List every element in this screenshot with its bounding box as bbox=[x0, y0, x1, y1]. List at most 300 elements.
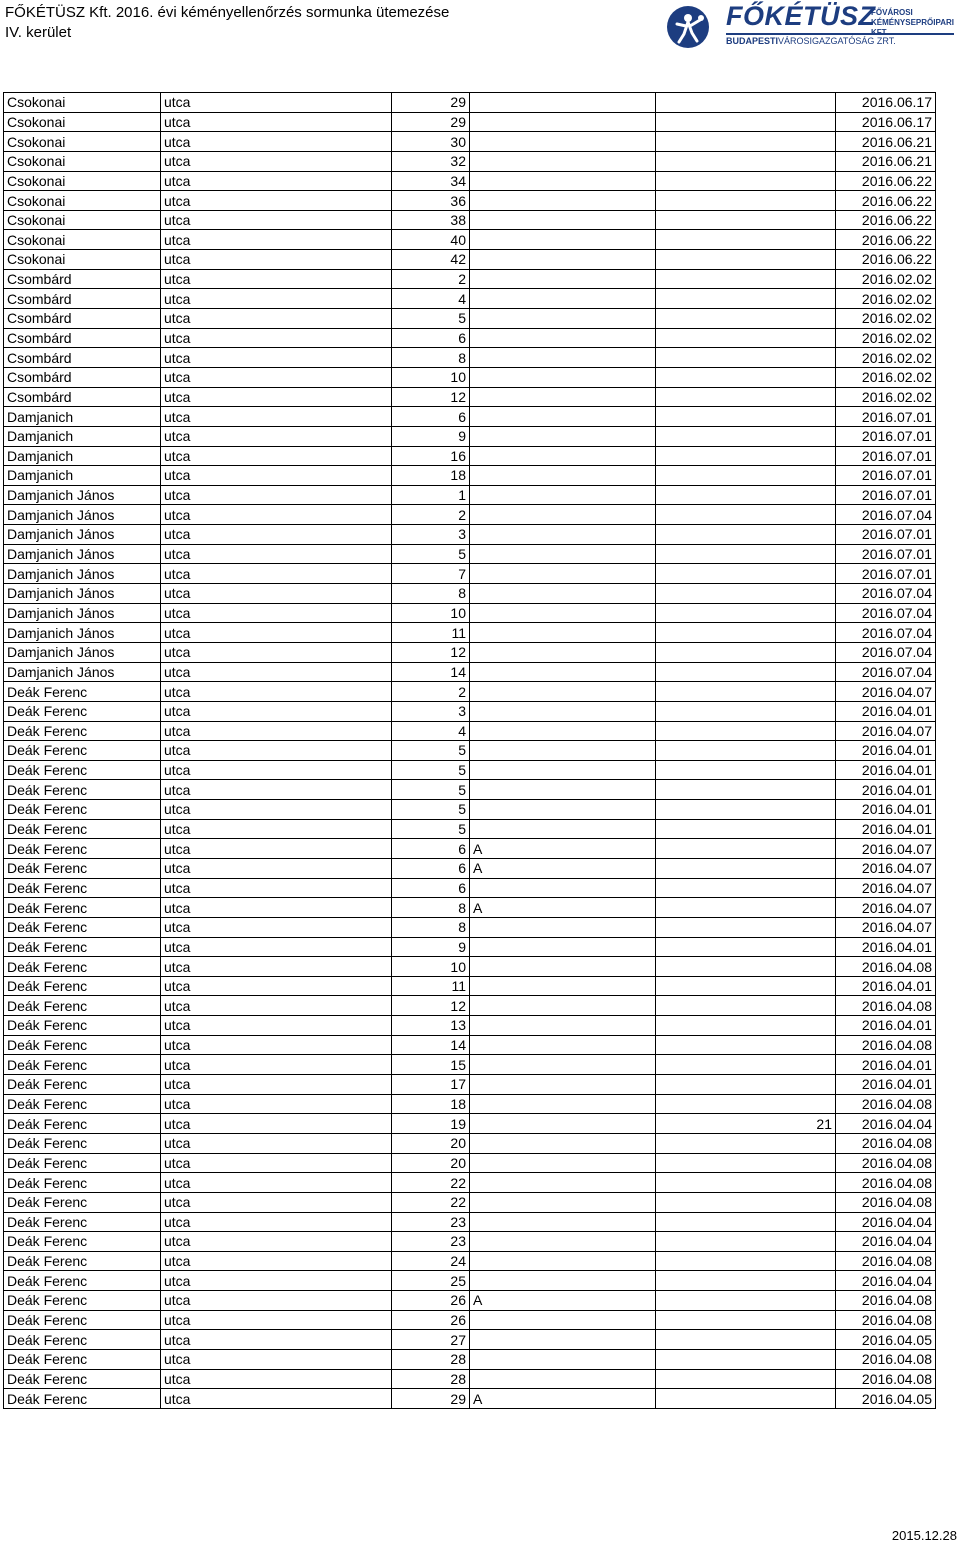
extra-number-cell bbox=[656, 309, 836, 329]
logo-subtitle-bold: BUDAPESTI bbox=[726, 36, 779, 46]
street-name-cell: Deák Ferenc bbox=[4, 1094, 161, 1114]
extra-number-cell bbox=[656, 171, 836, 191]
date-cell: 2016.04.01 bbox=[836, 741, 936, 761]
street-type-cell: utca bbox=[161, 701, 392, 721]
date-cell: 2016.04.07 bbox=[836, 898, 936, 918]
date-cell: 2016.04.04 bbox=[836, 1232, 936, 1252]
date-cell: 2016.04.01 bbox=[836, 976, 936, 996]
street-name-cell: Deák Ferenc bbox=[4, 1271, 161, 1291]
street-name-cell: Damjanich János bbox=[4, 642, 161, 662]
extra-number-cell bbox=[656, 642, 836, 662]
house-number-cell: 38 bbox=[392, 210, 470, 230]
date-cell: 2016.04.01 bbox=[836, 780, 936, 800]
building-letter-cell bbox=[470, 741, 656, 761]
extra-number-cell bbox=[656, 151, 836, 171]
house-number-cell: 22 bbox=[392, 1192, 470, 1212]
street-type-cell: utca bbox=[161, 1291, 392, 1311]
building-letter-cell bbox=[470, 93, 656, 113]
date-cell: 2016.02.02 bbox=[836, 269, 936, 289]
house-number-cell: 29 bbox=[392, 112, 470, 132]
building-letter-cell bbox=[470, 269, 656, 289]
table-row bbox=[4, 1232, 936, 1252]
building-letter-cell bbox=[470, 1035, 656, 1055]
house-number-cell: 9 bbox=[392, 937, 470, 957]
building-letter-cell bbox=[470, 466, 656, 486]
house-number-cell: 8 bbox=[392, 348, 470, 368]
house-number-cell: 12 bbox=[392, 387, 470, 407]
table-row bbox=[4, 819, 936, 839]
street-name-cell: Deák Ferenc bbox=[4, 1310, 161, 1330]
house-number-cell: 2 bbox=[392, 505, 470, 525]
street-name-cell: Csokonai bbox=[4, 210, 161, 230]
date-cell: 2016.02.02 bbox=[836, 289, 936, 309]
house-number-cell: 12 bbox=[392, 996, 470, 1016]
date-cell: 2016.04.08 bbox=[836, 1310, 936, 1330]
street-name-cell: Deák Ferenc bbox=[4, 957, 161, 977]
table-row bbox=[4, 564, 936, 584]
extra-number-cell bbox=[656, 839, 836, 859]
date-cell: 2016.04.01 bbox=[836, 819, 936, 839]
building-letter-cell bbox=[470, 289, 656, 309]
street-type-cell: utca bbox=[161, 1369, 392, 1389]
street-name-cell: Damjanich bbox=[4, 426, 161, 446]
extra-number-cell bbox=[656, 505, 836, 525]
house-number-cell: 40 bbox=[392, 230, 470, 250]
street-type-cell: utca bbox=[161, 230, 392, 250]
building-letter-cell: A bbox=[470, 1389, 656, 1409]
street-type-cell: utca bbox=[161, 1133, 392, 1153]
building-letter-cell bbox=[470, 1114, 656, 1134]
street-type-cell: utca bbox=[161, 191, 392, 211]
street-type-cell: utca bbox=[161, 269, 392, 289]
date-cell: 2016.04.01 bbox=[836, 701, 936, 721]
date-cell: 2016.04.01 bbox=[836, 760, 936, 780]
extra-number-cell bbox=[656, 780, 836, 800]
date-cell: 2016.04.04 bbox=[836, 1114, 936, 1134]
building-letter-cell bbox=[470, 230, 656, 250]
house-number-cell: 5 bbox=[392, 800, 470, 820]
street-type-cell: utca bbox=[161, 151, 392, 171]
street-type-cell: utca bbox=[161, 1310, 392, 1330]
extra-number-cell bbox=[656, 93, 836, 113]
house-number-cell: 8 bbox=[392, 584, 470, 604]
street-type-cell: utca bbox=[161, 1389, 392, 1409]
street-type-cell: utca bbox=[161, 250, 392, 270]
building-letter-cell bbox=[470, 603, 656, 623]
table-row bbox=[4, 1369, 936, 1389]
building-letter-cell: A bbox=[470, 858, 656, 878]
table-row bbox=[4, 858, 936, 878]
extra-number-cell bbox=[656, 1291, 836, 1311]
table-row bbox=[4, 1153, 936, 1173]
date-cell: 2016.07.04 bbox=[836, 505, 936, 525]
street-type-cell: utca bbox=[161, 1212, 392, 1232]
date-cell: 2016.02.02 bbox=[836, 367, 936, 387]
street-name-cell: Damjanich bbox=[4, 466, 161, 486]
house-number-cell: 15 bbox=[392, 1055, 470, 1075]
building-letter-cell bbox=[470, 525, 656, 545]
extra-number-cell bbox=[656, 1271, 836, 1291]
street-name-cell: Deák Ferenc bbox=[4, 858, 161, 878]
street-type-cell: utca bbox=[161, 937, 392, 957]
street-name-cell: Deák Ferenc bbox=[4, 1330, 161, 1350]
date-cell: 2016.04.08 bbox=[836, 1035, 936, 1055]
table-row bbox=[4, 1350, 936, 1370]
footer-date: 2015.12.28 bbox=[891, 1528, 957, 1543]
street-name-cell: Csokonai bbox=[4, 250, 161, 270]
street-name-cell: Deák Ferenc bbox=[4, 1232, 161, 1252]
date-cell: 2016.04.01 bbox=[836, 1075, 936, 1095]
extra-number-cell bbox=[656, 525, 836, 545]
building-letter-cell bbox=[470, 682, 656, 702]
date-cell: 2016.07.01 bbox=[836, 466, 936, 486]
house-number-cell: 20 bbox=[392, 1133, 470, 1153]
street-type-cell: utca bbox=[161, 1330, 392, 1350]
date-cell: 2016.07.04 bbox=[836, 584, 936, 604]
building-letter-cell bbox=[470, 348, 656, 368]
extra-number-cell bbox=[656, 1369, 836, 1389]
table-row bbox=[4, 1192, 936, 1212]
extra-number-cell bbox=[656, 269, 836, 289]
extra-number-cell bbox=[656, 858, 836, 878]
date-cell: 2016.07.04 bbox=[836, 623, 936, 643]
street-type-cell: utca bbox=[161, 1271, 392, 1291]
building-letter-cell bbox=[470, 505, 656, 525]
street-name-cell: Deák Ferenc bbox=[4, 1369, 161, 1389]
building-letter-cell bbox=[470, 210, 656, 230]
street-name-cell: Deák Ferenc bbox=[4, 741, 161, 761]
house-number-cell: 9 bbox=[392, 426, 470, 446]
table-row bbox=[4, 132, 936, 152]
building-letter-cell bbox=[470, 1310, 656, 1330]
building-letter-cell bbox=[470, 819, 656, 839]
street-name-cell: Deák Ferenc bbox=[4, 780, 161, 800]
table-row bbox=[4, 1212, 936, 1232]
street-type-cell: utca bbox=[161, 780, 392, 800]
table-row bbox=[4, 309, 936, 329]
street-name-cell: Damjanich bbox=[4, 446, 161, 466]
extra-number-cell bbox=[656, 132, 836, 152]
street-name-cell: Csokonai bbox=[4, 93, 161, 113]
house-number-cell: 17 bbox=[392, 1075, 470, 1095]
table-row bbox=[4, 171, 936, 191]
table-row bbox=[4, 210, 936, 230]
extra-number-cell bbox=[656, 721, 836, 741]
building-letter-cell bbox=[470, 623, 656, 643]
extra-number-cell bbox=[656, 485, 836, 505]
house-number-cell: 11 bbox=[392, 976, 470, 996]
building-letter-cell bbox=[470, 937, 656, 957]
extra-number-cell bbox=[656, 584, 836, 604]
house-number-cell: 11 bbox=[392, 623, 470, 643]
street-type-cell: utca bbox=[161, 466, 392, 486]
street-name-cell: Deák Ferenc bbox=[4, 1173, 161, 1193]
date-cell: 2016.06.22 bbox=[836, 210, 936, 230]
street-type-cell: utca bbox=[161, 898, 392, 918]
logo-side-line1: FŐVÁROSI bbox=[871, 8, 913, 17]
table-row bbox=[4, 917, 936, 937]
street-name-cell: Deák Ferenc bbox=[4, 819, 161, 839]
street-type-cell: utca bbox=[161, 505, 392, 525]
table-row bbox=[4, 780, 936, 800]
extra-number-cell bbox=[656, 662, 836, 682]
table-row bbox=[4, 407, 936, 427]
house-number-cell: 6 bbox=[392, 878, 470, 898]
house-number-cell: 5 bbox=[392, 309, 470, 329]
table-row bbox=[4, 446, 936, 466]
street-name-cell: Deák Ferenc bbox=[4, 721, 161, 741]
extra-number-cell bbox=[656, 446, 836, 466]
street-name-cell: Deák Ferenc bbox=[4, 1212, 161, 1232]
street-type-cell: utca bbox=[161, 367, 392, 387]
street-type-cell: utca bbox=[161, 682, 392, 702]
extra-number-cell bbox=[656, 682, 836, 702]
house-number-cell: 29 bbox=[392, 93, 470, 113]
street-type-cell: utca bbox=[161, 525, 392, 545]
street-name-cell: Csombárd bbox=[4, 387, 161, 407]
building-letter-cell bbox=[470, 642, 656, 662]
table-row bbox=[4, 760, 936, 780]
table-row bbox=[4, 93, 936, 113]
street-type-cell: utca bbox=[161, 309, 392, 329]
table-row bbox=[4, 839, 936, 859]
street-name-cell: Damjanich János bbox=[4, 544, 161, 564]
street-name-cell: Deák Ferenc bbox=[4, 917, 161, 937]
street-type-cell: utca bbox=[161, 1350, 392, 1370]
building-letter-cell bbox=[470, 780, 656, 800]
street-type-cell: utca bbox=[161, 426, 392, 446]
house-number-cell: 36 bbox=[392, 191, 470, 211]
table-row bbox=[4, 485, 936, 505]
date-cell: 2016.07.01 bbox=[836, 485, 936, 505]
house-number-cell: 29 bbox=[392, 1389, 470, 1409]
table-row bbox=[4, 701, 936, 721]
building-letter-cell bbox=[470, 250, 656, 270]
extra-number-cell bbox=[656, 760, 836, 780]
street-name-cell: Deák Ferenc bbox=[4, 1035, 161, 1055]
date-cell: 2016.07.01 bbox=[836, 426, 936, 446]
street-type-cell: utca bbox=[161, 93, 392, 113]
house-number-cell: 10 bbox=[392, 603, 470, 623]
street-name-cell: Deák Ferenc bbox=[4, 937, 161, 957]
street-name-cell: Deák Ferenc bbox=[4, 898, 161, 918]
table-row bbox=[4, 662, 936, 682]
building-letter-cell bbox=[470, 1016, 656, 1036]
table-row bbox=[4, 1094, 936, 1114]
street-name-cell: Csokonai bbox=[4, 191, 161, 211]
street-name-cell: Deák Ferenc bbox=[4, 1192, 161, 1212]
table-row bbox=[4, 682, 936, 702]
house-number-cell: 30 bbox=[392, 132, 470, 152]
street-name-cell: Csokonai bbox=[4, 171, 161, 191]
house-number-cell: 23 bbox=[392, 1232, 470, 1252]
extra-number-cell bbox=[656, 603, 836, 623]
street-type-cell: utca bbox=[161, 171, 392, 191]
building-letter-cell bbox=[470, 721, 656, 741]
date-cell: 2016.06.22 bbox=[836, 191, 936, 211]
street-type-cell: utca bbox=[161, 957, 392, 977]
house-number-cell: 6 bbox=[392, 858, 470, 878]
street-type-cell: utca bbox=[161, 858, 392, 878]
date-cell: 2016.02.02 bbox=[836, 348, 936, 368]
house-number-cell: 14 bbox=[392, 662, 470, 682]
extra-number-cell bbox=[656, 230, 836, 250]
street-name-cell: Deák Ferenc bbox=[4, 1251, 161, 1271]
extra-number-cell bbox=[656, 917, 836, 937]
logo-divider bbox=[726, 33, 954, 35]
table-row bbox=[4, 426, 936, 446]
street-name-cell: Deák Ferenc bbox=[4, 976, 161, 996]
street-name-cell: Deák Ferenc bbox=[4, 682, 161, 702]
building-letter-cell bbox=[470, 1094, 656, 1114]
date-cell: 2016.04.08 bbox=[836, 1369, 936, 1389]
street-name-cell: Deák Ferenc bbox=[4, 1114, 161, 1134]
extra-number-cell bbox=[656, 1035, 836, 1055]
street-type-cell: utca bbox=[161, 819, 392, 839]
extra-number-cell bbox=[656, 407, 836, 427]
date-cell: 2016.04.08 bbox=[836, 1153, 936, 1173]
building-letter-cell bbox=[470, 112, 656, 132]
street-name-cell: Damjanich János bbox=[4, 564, 161, 584]
house-number-cell: 34 bbox=[392, 171, 470, 191]
logo-subtitle-rest: VÁROSIGAZGATÓSÁG ZRT. bbox=[778, 36, 896, 46]
date-cell: 2016.04.08 bbox=[836, 1251, 936, 1271]
street-name-cell: Deák Ferenc bbox=[4, 760, 161, 780]
extra-number-cell bbox=[656, 1055, 836, 1075]
building-letter-cell bbox=[470, 878, 656, 898]
street-type-cell: utca bbox=[161, 112, 392, 132]
house-number-cell: 5 bbox=[392, 544, 470, 564]
street-name-cell: Deák Ferenc bbox=[4, 1075, 161, 1095]
table-row bbox=[4, 1075, 936, 1095]
building-letter-cell bbox=[470, 407, 656, 427]
extra-number-cell bbox=[656, 957, 836, 977]
house-number-cell: 28 bbox=[392, 1350, 470, 1370]
street-type-cell: utca bbox=[161, 564, 392, 584]
table-row bbox=[4, 603, 936, 623]
house-number-cell: 7 bbox=[392, 564, 470, 584]
extra-number-cell bbox=[656, 289, 836, 309]
street-type-cell: utca bbox=[161, 328, 392, 348]
table-row bbox=[4, 1251, 936, 1271]
date-cell: 2016.07.04 bbox=[836, 662, 936, 682]
extra-number-cell bbox=[656, 976, 836, 996]
schedule-table-body bbox=[4, 93, 936, 1409]
street-name-cell: Csokonai bbox=[4, 151, 161, 171]
table-row bbox=[4, 1173, 936, 1193]
extra-number-cell bbox=[656, 112, 836, 132]
house-number-cell: 4 bbox=[392, 289, 470, 309]
table-row bbox=[4, 1133, 936, 1153]
date-cell: 2016.04.08 bbox=[836, 1133, 936, 1153]
street-name-cell: Csombárd bbox=[4, 269, 161, 289]
street-name-cell: Deák Ferenc bbox=[4, 996, 161, 1016]
building-letter-cell bbox=[470, 917, 656, 937]
house-number-cell: 22 bbox=[392, 1173, 470, 1193]
table-row bbox=[4, 250, 936, 270]
date-cell: 2016.04.04 bbox=[836, 1212, 936, 1232]
table-row bbox=[4, 1016, 936, 1036]
table-row bbox=[4, 1271, 936, 1291]
table-row bbox=[4, 721, 936, 741]
street-name-cell: Damjanich János bbox=[4, 584, 161, 604]
logo-brand-text: FŐKÉTÜSZ bbox=[726, 1, 876, 31]
date-cell: 2016.06.21 bbox=[836, 151, 936, 171]
building-letter-cell bbox=[470, 1330, 656, 1350]
street-type-cell: utca bbox=[161, 878, 392, 898]
table-row bbox=[4, 544, 936, 564]
building-letter-cell bbox=[470, 328, 656, 348]
table-row bbox=[4, 348, 936, 368]
street-name-cell: Damjanich János bbox=[4, 623, 161, 643]
building-letter-cell bbox=[470, 1212, 656, 1232]
table-row bbox=[4, 642, 936, 662]
date-cell: 2016.07.04 bbox=[836, 642, 936, 662]
street-name-cell: Csombárd bbox=[4, 367, 161, 387]
street-type-cell: utca bbox=[161, 348, 392, 368]
district-label: IV. kerület bbox=[5, 24, 72, 41]
street-name-cell: Deák Ferenc bbox=[4, 1291, 161, 1311]
house-number-cell: 26 bbox=[392, 1310, 470, 1330]
document-title: FŐKÉTÜSZ Kft. 2016. évi kéményellenőrzés sormunka ütemezése bbox=[5, 4, 450, 21]
street-type-cell: utca bbox=[161, 1114, 392, 1134]
house-number-cell: 14 bbox=[392, 1035, 470, 1055]
date-cell: 2016.04.07 bbox=[836, 839, 936, 859]
extra-number-cell bbox=[656, 1251, 836, 1271]
street-type-cell: utca bbox=[161, 1192, 392, 1212]
extra-number-cell bbox=[656, 1016, 836, 1036]
building-letter-cell: A bbox=[470, 1291, 656, 1311]
street-type-cell: utca bbox=[161, 1075, 392, 1095]
building-letter-cell bbox=[470, 760, 656, 780]
table-row bbox=[4, 1055, 936, 1075]
street-type-cell: utca bbox=[161, 800, 392, 820]
date-cell: 2016.04.01 bbox=[836, 800, 936, 820]
date-cell: 2016.04.07 bbox=[836, 917, 936, 937]
building-letter-cell bbox=[470, 426, 656, 446]
extra-number-cell bbox=[656, 1133, 836, 1153]
date-cell: 2016.04.07 bbox=[836, 878, 936, 898]
extra-number-cell bbox=[656, 1153, 836, 1173]
date-cell: 2016.04.01 bbox=[836, 937, 936, 957]
street-name-cell: Deák Ferenc bbox=[4, 701, 161, 721]
date-cell: 2016.04.08 bbox=[836, 1192, 936, 1212]
building-letter-cell bbox=[470, 701, 656, 721]
table-row bbox=[4, 957, 936, 977]
house-number-cell: 6 bbox=[392, 328, 470, 348]
building-letter-cell bbox=[470, 1271, 656, 1291]
extra-number-cell bbox=[656, 623, 836, 643]
street-type-cell: utca bbox=[161, 1055, 392, 1075]
street-type-cell: utca bbox=[161, 760, 392, 780]
table-row bbox=[4, 230, 936, 250]
house-number-cell: 6 bbox=[392, 839, 470, 859]
house-number-cell: 5 bbox=[392, 780, 470, 800]
house-number-cell: 32 bbox=[392, 151, 470, 171]
building-letter-cell bbox=[470, 1369, 656, 1389]
street-type-cell: utca bbox=[161, 603, 392, 623]
street-type-cell: utca bbox=[161, 387, 392, 407]
building-letter-cell bbox=[470, 1153, 656, 1173]
date-cell: 2016.07.01 bbox=[836, 525, 936, 545]
table-row bbox=[4, 898, 936, 918]
logo-subtitle bbox=[726, 36, 896, 46]
house-number-cell: 2 bbox=[392, 682, 470, 702]
street-name-cell: Csombárd bbox=[4, 328, 161, 348]
street-name-cell: Csokonai bbox=[4, 112, 161, 132]
street-type-cell: utca bbox=[161, 132, 392, 152]
street-type-cell: utca bbox=[161, 976, 392, 996]
